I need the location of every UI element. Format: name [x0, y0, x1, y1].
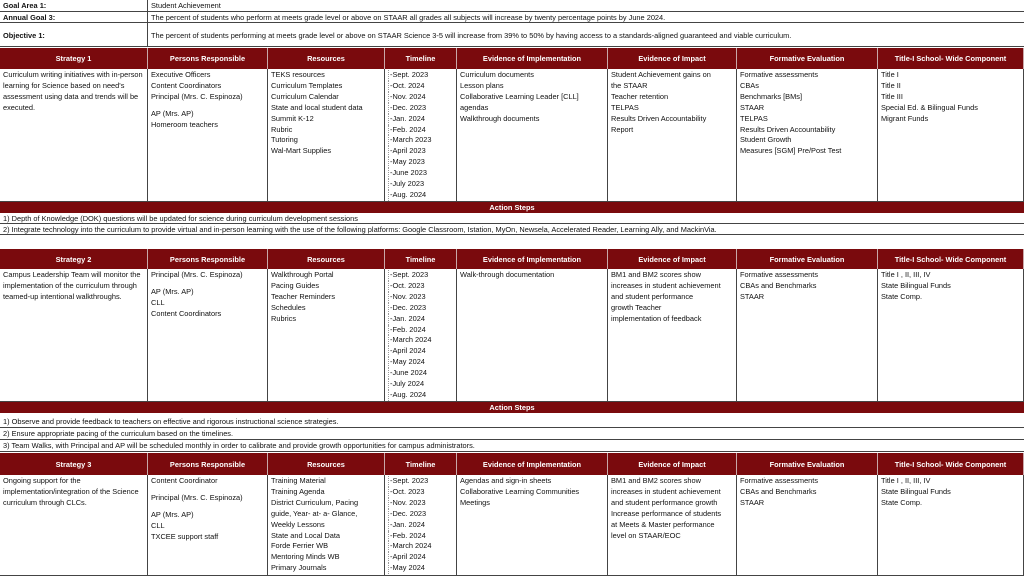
strategy-text: Ongoing support for the implementation/integration of the Science curriculum through CLCs. — [3, 476, 139, 507]
list-item: Walk-through documentation — [460, 270, 555, 279]
strategy-row — [0, 69, 1024, 202]
cell-evidence_impact — [608, 69, 737, 201]
list-item: Formative assessments — [740, 70, 819, 79]
list-item: Curriculum Calendar — [271, 91, 339, 101]
list-item: Principal (Mrs. C. Espinoza) — [151, 492, 243, 502]
cell-persons — [148, 269, 268, 401]
goal-area-row — [0, 0, 1024, 12]
list-item: Student Growth — [740, 135, 792, 145]
list-item: Rubric — [271, 124, 293, 134]
cell-formative — [737, 69, 878, 201]
resources-list — [271, 476, 381, 574]
list-item: Content Coordinator — [151, 476, 218, 485]
objective-row — [0, 23, 1024, 47]
list-item: and student performance growth — [611, 497, 718, 507]
column-header-resources: Resources — [268, 453, 385, 475]
list-item: Schedules — [271, 302, 306, 312]
list-item: State and Local Data — [271, 530, 341, 540]
list-item: STAAR — [740, 497, 765, 507]
column-header-formative: Formative Evaluation — [737, 48, 878, 69]
list-item: increases in student achievement — [611, 280, 721, 290]
timeline-item: -Nov. 2023 — [388, 292, 453, 303]
cell-timeline — [385, 69, 457, 201]
list-item: Lesson plans — [460, 80, 504, 90]
list-item: State Bilingual Funds — [881, 280, 951, 290]
list-item: Formative assessments — [740, 476, 819, 485]
timeline-item: -Oct. 2023 — [388, 281, 453, 292]
cell-formative — [737, 269, 878, 401]
timeline-item: -April 2023 — [388, 146, 453, 157]
action-step: 3) Team Walks, with Principal and AP will be scheduled monthly in order to calibrate and provide growth opportunities for campus administrators. — [0, 440, 1024, 452]
cell-title1 — [878, 269, 1024, 401]
column-header-timeline: Timeline — [385, 48, 457, 69]
list-item: AP (Mrs. AP) — [151, 509, 194, 519]
strategy-header-bar — [0, 453, 1024, 475]
formative-list — [740, 476, 874, 509]
list-item: TELPAS — [740, 113, 768, 123]
list-item: Curriculum documents — [460, 70, 534, 79]
column-header-evidence_impact: Evidence of Impact — [608, 249, 737, 269]
list-item: CBAs and Benchmarks — [740, 280, 817, 290]
cell-timeline — [385, 475, 457, 575]
list-item: TXCEE support staff — [151, 531, 219, 541]
strategy-row — [0, 475, 1024, 576]
column-header-persons: Persons Responsible — [148, 453, 268, 475]
cell-evidence_impact — [608, 269, 737, 401]
list-item: Tutoring — [271, 135, 298, 145]
list-item: STAAR — [740, 291, 765, 301]
list-item: Training Agenda — [271, 486, 325, 496]
action-step: 1) Observe and provide feedback to teachers on effective and rigorous instructional science strategies. — [0, 416, 1024, 428]
timeline-item: -Dec. 2023 — [388, 103, 453, 114]
list-item: Collaborative Learning Communities — [460, 486, 580, 496]
list-item: Mentoring Minds WB — [271, 552, 340, 562]
timeline-item: -Nov. 2023 — [388, 498, 453, 509]
timeline-item: -July 2023 — [388, 179, 453, 190]
list-item: TELPAS — [611, 102, 639, 112]
timeline-item: -March 2024 — [388, 335, 453, 346]
strategy-row — [0, 269, 1024, 402]
column-header-formative: Formative Evaluation — [737, 453, 878, 475]
list-item: Content Coordinators — [151, 308, 222, 318]
strategy-text: Campus Leadership Team will monitor the implementation of the curriculum through teamed-up intentional walkthroughs. — [3, 270, 141, 301]
timeline-item: -Aug. 2024 — [388, 190, 453, 201]
list-item: Summit K-12 — [271, 113, 314, 123]
list-item: Rubrics — [271, 313, 297, 323]
cell-timeline — [385, 269, 457, 401]
list-item: AP (Mrs. AP) — [151, 286, 194, 296]
cell-evidence_impl — [457, 269, 608, 401]
timeline-item: -April 2024 — [388, 346, 453, 357]
resources-list — [271, 70, 381, 157]
list-item: Agendas and sign-in sheets — [460, 476, 552, 485]
column-header-resources: Resources — [268, 48, 385, 69]
cell-resources — [268, 69, 385, 201]
list-item: Formative assessments — [740, 270, 819, 279]
list-item: Title I , II, III, IV — [881, 476, 931, 485]
column-header-evidence_impl: Evidence of Implementation — [457, 453, 608, 475]
evidence_impl-list — [460, 476, 604, 509]
list-item: Pacing Guides — [271, 280, 320, 290]
list-item: the STAAR — [611, 80, 648, 90]
action-step: 1) Depth of Knowledge (DOK) questions will be updated for science during curriculum development sessions — [0, 213, 1024, 224]
timeline-item: -Sept. 2023 — [388, 70, 453, 81]
timeline-item: -March 2024 — [388, 541, 453, 552]
list-item: Title I , II, III, IV — [881, 270, 931, 279]
list-item: CBAs — [740, 80, 759, 90]
evidence_impact-list — [611, 270, 733, 325]
timeline-item: -July 2024 — [388, 379, 453, 390]
annual-goal-value: The percent of students who perform at meets grade level or above on STAAR all grades all subjects will increase by twenty percentage points by June 2024. — [151, 13, 666, 22]
evidence_impl-list — [460, 270, 604, 281]
column-header-strategy: Strategy 2 — [0, 249, 148, 269]
timeline-item: -Feb. 2024 — [388, 125, 453, 136]
list-item: STAAR — [740, 102, 765, 112]
list-item: Training Material — [271, 476, 326, 485]
strategy-header-bar — [0, 48, 1024, 69]
timeline-item: -Nov. 2024 — [388, 92, 453, 103]
timeline-item: -Dec. 2023 — [388, 509, 453, 520]
list-item: Migrant Funds — [881, 113, 929, 123]
timeline-item: -June 2023 — [388, 168, 453, 179]
cell-persons — [148, 475, 268, 575]
timeline-list — [388, 70, 453, 201]
list-item: Content Coordinators — [151, 80, 222, 90]
list-item: Forde Ferrier WB — [271, 541, 329, 551]
evidence_impact-list — [611, 476, 733, 541]
list-item: BM1 and BM2 scores show — [611, 476, 701, 485]
timeline-item: -Dec. 2023 — [388, 303, 453, 314]
list-item: Title I — [881, 70, 899, 79]
list-item: Increase performance of students — [611, 508, 722, 518]
cell-strategy — [0, 269, 148, 401]
action-step: 2) Ensure appropriate pacing of the curriculum based on the timelines. — [0, 428, 1024, 440]
list-item: and student performance — [611, 291, 694, 301]
timeline-item: -Jan. 2024 — [388, 520, 453, 531]
column-header-persons: Persons Responsible — [148, 249, 268, 269]
list-item: State Comp. — [881, 291, 923, 301]
strategy-header-bar — [0, 249, 1024, 269]
column-header-evidence_impact: Evidence of Impact — [608, 453, 737, 475]
cell-evidence_impl — [457, 69, 608, 201]
list-item: TEKS resources — [271, 70, 325, 79]
timeline-item: -Sept. 2023 — [388, 476, 453, 487]
timeline-item: -Aug. 2024 — [388, 390, 453, 401]
cell-title1 — [878, 475, 1024, 575]
action-step: 2) Integrate technology into the curriculum to provide virtual and in-person learning with the use of the following platforms: Google Classroom, Istation, MyOn, Newsela, Accelerated Reader, Learning Ally, and MackinVia. — [0, 224, 1024, 235]
timeline-item: -June 2024 — [388, 368, 453, 379]
list-item: State Comp. — [881, 497, 923, 507]
goal-area-value: Student Achievement — [151, 1, 221, 10]
list-item: agendas — [460, 102, 489, 112]
list-item: BM1 and BM2 scores show — [611, 270, 701, 279]
timeline-item: -Feb. 2024 — [388, 531, 453, 542]
title1-list — [881, 476, 1020, 509]
timeline-item: -May 2024 — [388, 357, 453, 368]
list-item: Wal-Mart Supplies — [271, 146, 332, 156]
column-header-evidence_impl: Evidence of Implementation — [457, 249, 608, 269]
annual-goal-row — [0, 12, 1024, 23]
list-item: District Curriculum, Pacing — [271, 497, 359, 507]
timeline-item: -Oct. 2024 — [388, 81, 453, 92]
timeline-list — [388, 476, 453, 574]
list-item: Collaborative Learning Leader [CLL] — [460, 91, 579, 101]
list-item: State and local student data — [271, 102, 363, 112]
goal-area-label: Goal Area 1: — [3, 1, 47, 10]
list-item: Teacher retention — [611, 91, 669, 101]
list-item: Weekly Lessons — [271, 519, 325, 529]
list-item: Homeroom teachers — [151, 119, 218, 129]
objective-value: The percent of students performing at meets grade level or above on STAAR Science 3-5 will increase from 39% to 50% by having access to a standards-aligned guaranteed and viable curriculum. — [151, 31, 792, 40]
strategy-text: Curriculum writing initiatives with in-person learning for Science based on need's assessment using data and trends will be executed. — [3, 70, 143, 112]
objective-label: Objective 1: — [3, 31, 45, 40]
evidence_impl-list — [460, 70, 604, 125]
persons-list — [151, 270, 264, 320]
list-item: AP (Mrs. AP) — [151, 108, 194, 118]
column-header-formative: Formative Evaluation — [737, 249, 878, 269]
list-item: Principal (Mrs. C. Espinoza) — [151, 91, 243, 101]
cell-resources — [268, 269, 385, 401]
cell-resources — [268, 475, 385, 575]
list-item: Student Achievement gains on — [611, 70, 711, 79]
evidence_impact-list — [611, 70, 733, 135]
list-item: Results Driven Accountability — [740, 124, 836, 134]
list-item: CBAs and Benchmarks — [740, 486, 817, 496]
list-item: Principal (Mrs. C. Espinoza) — [151, 270, 243, 279]
list-item: State Bilingual Funds — [881, 486, 951, 496]
action-steps-bar: Action Steps — [0, 202, 1024, 213]
timeline-list — [388, 270, 453, 401]
timeline-item: -May 2024 — [388, 563, 453, 574]
list-item: Primary Journals — [271, 563, 327, 573]
list-item: increases in student achievement — [611, 486, 721, 496]
timeline-item: -Jan. 2024 — [388, 314, 453, 325]
list-item: Report — [611, 124, 634, 134]
list-item: Benchmarks [BMs] — [740, 91, 803, 101]
column-header-evidence_impl: Evidence of Implementation — [457, 48, 608, 69]
timeline-item: -Jan. 2024 — [388, 114, 453, 125]
column-header-title1: Title-I School- Wide Component — [878, 48, 1024, 69]
list-item: level on STAAR/EOC — [611, 530, 681, 540]
list-item: Walkthrough documents — [460, 113, 540, 123]
formative-list — [740, 70, 874, 157]
column-header-title1: Title-I School- Wide Component — [878, 249, 1024, 269]
persons-list — [151, 476, 264, 543]
list-item: Executive Officers — [151, 70, 211, 79]
timeline-item: -Sept. 2023 — [388, 270, 453, 281]
list-item: guide, Year- at- a- Glance, — [271, 508, 358, 518]
column-header-strategy: Strategy 1 — [0, 48, 148, 69]
list-item: Title II — [881, 80, 901, 90]
column-header-title1: Title-I School- Wide Component — [878, 453, 1024, 475]
cell-strategy — [0, 69, 148, 201]
timeline-item: -Oct. 2023 — [388, 487, 453, 498]
list-item: Results Driven Accountability — [611, 113, 707, 123]
list-item: implementation of feedback — [611, 313, 702, 323]
column-header-timeline: Timeline — [385, 453, 457, 475]
action-steps-bar: Action Steps — [0, 402, 1024, 413]
list-item: Measures [SGM] Pre/Post Test — [740, 146, 842, 156]
list-item: Curriculum Templates — [271, 80, 343, 90]
timeline-item: -March 2023 — [388, 135, 453, 146]
timeline-item: -Feb. 2024 — [388, 325, 453, 336]
formative-list — [740, 270, 874, 303]
cell-evidence_impl — [457, 475, 608, 575]
cell-formative — [737, 475, 878, 575]
list-item: Teacher Reminders — [271, 291, 336, 301]
list-item: CLL — [151, 297, 165, 307]
annual-goal-label: Annual Goal 3: — [3, 13, 56, 22]
list-item: growth Teacher — [611, 302, 662, 312]
cell-strategy — [0, 475, 148, 575]
timeline-item: -April 2024 — [388, 552, 453, 563]
cell-title1 — [878, 69, 1024, 201]
list-item: Walkthrough Portal — [271, 270, 334, 279]
column-header-persons: Persons Responsible — [148, 48, 268, 69]
list-item: at Meets & Master performance — [611, 519, 715, 529]
list-item: Meetings — [460, 497, 490, 507]
column-header-timeline: Timeline — [385, 249, 457, 269]
list-item: Special Ed. & Bilingual Funds — [881, 102, 978, 112]
persons-list — [151, 70, 264, 131]
title1-list — [881, 270, 1020, 303]
column-header-evidence_impact: Evidence of Impact — [608, 48, 737, 69]
timeline-item: -May 2023 — [388, 157, 453, 168]
column-header-strategy: Strategy 3 — [0, 453, 148, 475]
title1-list — [881, 70, 1020, 125]
cell-evidence_impact — [608, 475, 737, 575]
list-item: Title III — [881, 91, 903, 101]
column-header-resources: Resources — [268, 249, 385, 269]
cell-persons — [148, 69, 268, 201]
list-item: CLL — [151, 520, 165, 530]
resources-list — [271, 270, 381, 325]
